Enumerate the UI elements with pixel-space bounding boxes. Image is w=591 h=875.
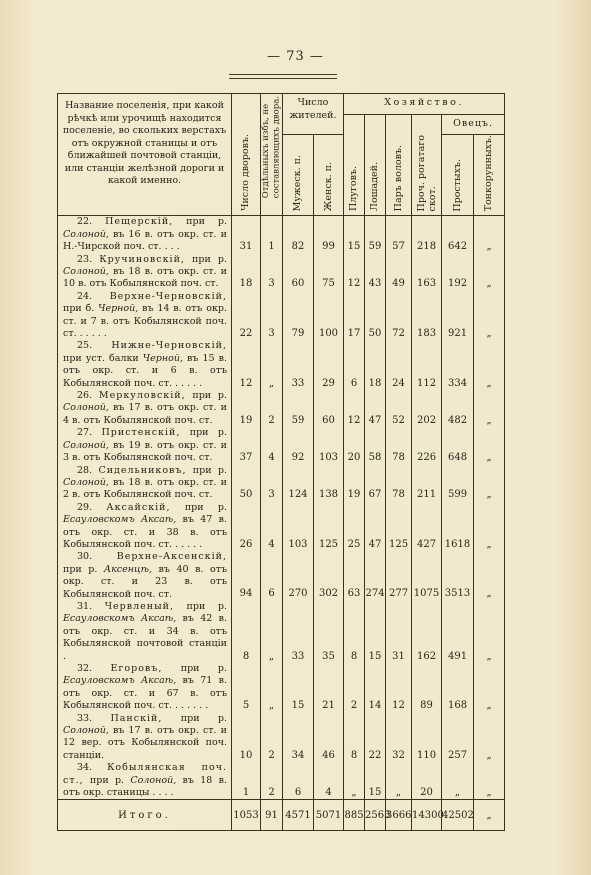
entry-preposition: при р. (173, 600, 227, 612)
cell-value: 1 (242, 786, 250, 798)
entry-river: Солоной, (63, 476, 109, 488)
cell-value: 257 (447, 749, 468, 761)
settlement-entry (63, 340, 227, 390)
ornamental-rule (229, 74, 337, 79)
settlement-entry (63, 551, 227, 601)
entry-river: Есауловскомъ Аксаѣ, (63, 675, 177, 687)
entry-distance: въ 19 в. отъ окр. ст. и 3 в. отъ Кобылянской поч. ст. (63, 439, 227, 464)
total-value: 5071 (314, 800, 344, 831)
entry-number: 29. (77, 501, 107, 513)
total-value: 4571 (283, 800, 314, 831)
cell-value: 218 (416, 241, 437, 253)
cell-value: 72 (392, 327, 405, 339)
entry-number: 32. (77, 663, 111, 674)
cell-value: 2 (350, 700, 358, 712)
cell-value: „ (486, 241, 492, 253)
cell-value: 648 (447, 452, 468, 463)
cell-value: 5 (242, 700, 250, 712)
header-name: Название поселенія, при какой рѣчкѣ или урочищѣ находится поселеніе, во скольких верстахъ отъ окружной станицы и отъ ближайшей почтовой станціи, или станціи желѣзной дороги и какой именно. (58, 94, 232, 216)
entry-title: Панскій, (110, 712, 163, 724)
settlement-entry (63, 390, 227, 427)
total-value: 42502 (442, 800, 474, 831)
header-voly: Паръ воловъ. (386, 115, 412, 216)
entry-distance: въ 17 в. отъ окр. ст. и 4 в. отъ Кобылянской поч. ст. (63, 402, 227, 426)
col-rogatyi (412, 216, 442, 800)
entry-number: 23. (77, 253, 100, 265)
cell-value: 58 (368, 452, 382, 463)
header-izby: Отдѣльныхъ избъ, не составляющихъ двора. (261, 94, 283, 216)
cell-value: 75 (322, 278, 335, 290)
entry-number: 31. (77, 600, 105, 612)
col-prostykh (442, 216, 474, 800)
cell-value: 3513 (444, 588, 471, 600)
settlement-entry (63, 762, 227, 799)
cell-value: 19 (239, 414, 253, 426)
cell-value: „ (486, 377, 492, 389)
page-number: — 73 — (267, 49, 324, 64)
cell-value: 99 (322, 241, 335, 253)
cell-value: 18 (368, 377, 382, 389)
col-dvory (232, 216, 261, 800)
col-tonkorunnykh (474, 216, 505, 800)
entry-preposition: при р. (186, 464, 227, 476)
cell-value: „ (486, 588, 492, 600)
entry-number: 26. (77, 390, 99, 402)
entry-river: Аксенцѣ, (103, 563, 153, 575)
cell-value: 22 (368, 749, 382, 761)
total-value: 885 (344, 800, 365, 831)
entry-distance: въ 18 в. отъ окр. ст. и 2 в. отъ Кобылянской поч. ст. (63, 476, 227, 501)
entry-preposition: при р. (173, 216, 227, 228)
cell-value: 6 (350, 377, 358, 389)
cell-value: 19 (347, 489, 361, 501)
cell-value: 138 (318, 489, 339, 501)
entry-distance: въ 47 в. отъ окр. ст. и 38 в. отъ Кобылянской поч. ст. . . . . . (63, 514, 227, 550)
cell-value: „ (268, 650, 275, 662)
entry-title: Пещерскій, (105, 216, 174, 228)
cell-value: 277 (388, 588, 409, 600)
cell-value: 15 (368, 650, 382, 662)
entry-distance: въ 18 в. отъ окр. ст. и 10 в. отъ Кобылянской поч. ст. (63, 266, 227, 290)
cell-value: 20 (420, 786, 433, 798)
cell-value: 52 (392, 414, 405, 426)
cell-value: 82 (291, 241, 305, 253)
cell-value: 1618 (444, 538, 471, 550)
cell-value: 47 (368, 414, 382, 426)
cell-value: 33 (291, 650, 305, 662)
cell-value: 2 (268, 414, 275, 426)
cell-value: 18 (239, 278, 253, 290)
col-voly (386, 216, 412, 800)
entry-river: Есауловскомъ Аксаѣ, (63, 613, 177, 625)
cell-value: 31 (239, 241, 253, 253)
cell-value: 491 (447, 650, 468, 662)
cell-value: 10 (239, 749, 253, 761)
cell-value: „ (486, 650, 492, 662)
cell-value: 25 (347, 538, 361, 550)
cell-value: 50 (368, 327, 382, 339)
cell-value: 110 (416, 749, 437, 761)
header-rogatyi: Проч. рогатаго скот. (412, 115, 442, 216)
entry-preposition: при р. (170, 501, 227, 513)
settlement-entry (63, 601, 227, 663)
cell-value: 26 (239, 538, 253, 550)
cell-value: 47 (368, 538, 382, 550)
cell-value: „ (351, 786, 357, 798)
entry-distance: въ 42 в. отъ окр. ст. и 34 в. отъ Кобылянской почтовой станціи . (63, 613, 227, 662)
col-izby (261, 216, 283, 800)
cell-value: 78 (392, 489, 405, 501)
cell-value: 202 (416, 414, 437, 426)
entry-number: 24. (77, 290, 110, 302)
cell-value: 59 (368, 241, 382, 253)
cell-value: 20 (347, 452, 361, 463)
entry-title: Пристенскій, (101, 427, 181, 439)
settlement-entry (63, 663, 227, 713)
cell-value: 6 (268, 588, 275, 600)
cell-value: 103 (318, 452, 339, 463)
cell-value: 21 (322, 700, 335, 712)
cell-value: „ (486, 278, 492, 290)
cell-value: 63 (347, 588, 361, 600)
cell-value: 4 (268, 452, 275, 463)
cell-value: 124 (288, 489, 308, 501)
settlement-entry (63, 502, 227, 552)
header-ovtsy: Овецъ. (442, 115, 505, 135)
cell-value: „ (454, 786, 461, 798)
cell-value: „ (268, 377, 275, 389)
cell-value: 100 (318, 327, 339, 339)
entry-river: Солоной, (63, 402, 109, 414)
cell-value: 46 (322, 749, 335, 761)
cell-value: 168 (447, 700, 468, 712)
cell-value: 57 (392, 241, 405, 253)
entry-number: 25. (77, 340, 112, 352)
settlement-entry (63, 427, 227, 464)
cell-value: 4 (268, 538, 275, 550)
entry-number: 34. (77, 762, 108, 774)
settlement-entry (63, 713, 227, 763)
cell-value: 103 (288, 538, 308, 550)
names-column (58, 216, 232, 800)
cell-value: „ (486, 749, 492, 761)
entry-title: Сидельниковъ, (98, 464, 187, 476)
total-value: 3666 (386, 800, 412, 831)
cell-value: 59 (291, 414, 305, 426)
cell-value: 6 (294, 786, 302, 798)
cell-value: 599 (447, 489, 468, 501)
entry-title: Кручиновскій, (99, 253, 185, 265)
entry-number: 27. (77, 427, 102, 439)
cell-value: 34 (291, 749, 305, 761)
cell-value: „ (486, 538, 492, 550)
cell-value: 642 (447, 241, 468, 253)
cell-value: 270 (288, 588, 308, 600)
cell-value: 334 (447, 377, 468, 389)
cell-value: 1 (268, 241, 275, 253)
cell-value: 226 (416, 452, 437, 463)
cell-value: 89 (420, 700, 433, 712)
cell-value: 37 (239, 452, 253, 463)
cell-value: 125 (318, 538, 339, 550)
entry-river: Черной, (142, 352, 183, 364)
cell-value: 79 (291, 327, 305, 339)
header-tonkorunnykh: Тонкорунныхъ. (474, 135, 505, 216)
cell-value: 3 (268, 278, 275, 290)
cell-value: 78 (392, 452, 405, 463)
total-value: „ (474, 800, 505, 831)
settlement-entry (63, 291, 227, 341)
total-value: 91 (261, 800, 283, 831)
col-plugi (344, 216, 365, 800)
entry-title: Меркуловскій, (98, 390, 186, 402)
cell-value: 14 (368, 700, 382, 712)
cell-value: „ (486, 327, 492, 339)
settlement-entry (63, 465, 227, 502)
cell-value: „ (268, 700, 275, 712)
cell-value: 31 (392, 650, 405, 662)
entry-distance: въ 15 в. отъ окр. ст. и 6 в. отъ Кобылянской поч. ст. . . . . . (63, 352, 227, 389)
entry-preposition: при р. (63, 563, 104, 575)
cell-value: 211 (416, 489, 437, 501)
cell-value: 8 (350, 749, 358, 761)
cell-value: 3 (268, 327, 275, 339)
cell-value: 125 (388, 538, 409, 550)
total-value: 2563 (365, 800, 386, 831)
cell-value: 94 (239, 588, 253, 600)
cell-value: „ (486, 700, 492, 712)
entry-river: Солоной, (63, 266, 109, 277)
entry-title: Егоровъ, (110, 663, 163, 674)
cell-value: 4 (325, 786, 332, 798)
entry-preposition: при р. (162, 712, 227, 724)
cell-value: 302 (318, 588, 339, 600)
entry-preposition: при б. (63, 303, 99, 315)
cell-value: 162 (416, 650, 437, 662)
entry-river: Солоной, (63, 725, 109, 737)
cell-value: 33 (291, 377, 305, 389)
cell-value: 15 (291, 700, 305, 712)
cell-value: 22 (239, 327, 253, 339)
entry-preposition: при р. (184, 253, 227, 265)
entry-preposition: при уст. балки (63, 352, 143, 364)
col-zhensk (314, 216, 344, 800)
header-zhensk: Женск. п. (314, 135, 344, 216)
cell-value: 8 (242, 650, 250, 662)
cell-value: „ (486, 414, 492, 426)
cell-value: „ (486, 452, 492, 463)
cell-value: 163 (416, 278, 437, 290)
entry-title: Верхне-Черновскій, (109, 290, 227, 302)
cell-value: 274 (365, 588, 385, 600)
cell-value: 92 (291, 452, 305, 463)
header-muzh: Мужеск. п. (283, 135, 314, 216)
cell-value: 12 (239, 377, 253, 389)
cell-value: 183 (416, 327, 437, 339)
settlement-entry (63, 216, 227, 253)
entry-preposition: при р. (185, 390, 227, 402)
cell-value: 192 (447, 278, 468, 290)
cell-value: 112 (416, 377, 437, 389)
header-plugi: Плуговъ. (344, 115, 365, 216)
cell-value: 67 (368, 489, 382, 501)
entry-river: Солоной, (130, 774, 177, 786)
header-prostykh: Простыхъ. (442, 135, 474, 216)
entry-river: Черной, (98, 303, 139, 315)
entry-title: Кобылянская поч. ст., (63, 762, 227, 786)
entry-title: Нижне-Черновскій, (111, 340, 227, 352)
cell-value: 12 (347, 414, 361, 426)
entry-title: Аксайскій, (106, 501, 171, 513)
cell-value: 482 (447, 414, 468, 426)
cell-value: 29 (322, 377, 335, 389)
entry-title: Червленый, (104, 600, 174, 612)
col-loshadi (365, 216, 386, 800)
settlement-entry (63, 254, 227, 291)
cell-value: 3 (268, 489, 275, 501)
entry-title: Верхне-Аксенскій, (116, 551, 227, 563)
entry-preposition: при р. (162, 663, 227, 674)
totals-label: Итого. (58, 800, 232, 831)
cell-value: 32 (392, 749, 405, 761)
entry-river: Солоной, (63, 439, 109, 451)
header-dvory: Число дворовъ. (232, 94, 261, 216)
entry-distance: въ 16 в. отъ окр. ст. и Н.-Чирской поч. ст. . . . (63, 228, 227, 253)
entry-distance: въ 71 в. отъ окр. ст. и 67 в. отъ Кобылянской поч. ст. . . . . . . (63, 675, 227, 712)
entry-distance: въ 18 в. отъ окр. станицы . . . . (63, 774, 227, 799)
entry-number: 22. (77, 216, 106, 228)
cell-value: 12 (392, 700, 405, 712)
cell-value: 12 (347, 278, 361, 290)
cell-value: „ (395, 786, 402, 798)
header-zhiteli: Число жителей. (283, 94, 344, 135)
cell-value: 1075 (413, 588, 440, 600)
cell-value: 15 (347, 241, 361, 253)
cell-value: 35 (322, 650, 335, 662)
cell-value: 17 (347, 327, 361, 339)
entry-distance: въ 17 в. отъ окр. ст. и 12 вер. отъ Кобылянской поч. станціи. (63, 725, 227, 761)
cell-value: „ (486, 489, 492, 501)
entry-number: 30. (77, 551, 117, 563)
entry-distance: въ 14 в. отъ окр. ст. и 7 в. отъ Кобылянской поч. ст. . . . . . (63, 303, 227, 340)
cell-value: 921 (447, 327, 468, 339)
total-value: 1053 (232, 800, 261, 831)
cell-value: 8 (350, 650, 358, 662)
cell-value: „ (486, 786, 492, 798)
header-khozyaistvo: Хозяйство. (344, 94, 505, 115)
entry-river: Есауловскомъ Аксаѣ, (63, 514, 177, 526)
entry-number: 33. (77, 712, 111, 724)
cell-value: 24 (392, 377, 405, 389)
cell-value: 427 (416, 538, 437, 550)
statistics-table (57, 93, 505, 831)
cell-value: 60 (322, 414, 335, 426)
total-value: 14300 (412, 800, 442, 831)
cell-value: 43 (368, 278, 382, 290)
col-muzh (283, 216, 314, 800)
entry-river: Солоной, (63, 228, 109, 240)
cell-value: 15 (368, 786, 382, 798)
entry-preposition: при р. (83, 774, 131, 786)
cell-value: 50 (239, 489, 253, 501)
cell-value: 2 (268, 786, 275, 798)
entry-preposition: при р. (180, 427, 227, 439)
entry-number: 28. (77, 464, 99, 476)
cell-value: 60 (291, 278, 305, 290)
header-loshadi: Лошадей. (365, 115, 386, 216)
entry-distance: въ 40 в. отъ окр. ст. и 23 в. отъ Кобылянской поч. ст. (63, 563, 227, 600)
cell-value: 49 (392, 278, 405, 290)
cell-value: 2 (268, 749, 275, 761)
